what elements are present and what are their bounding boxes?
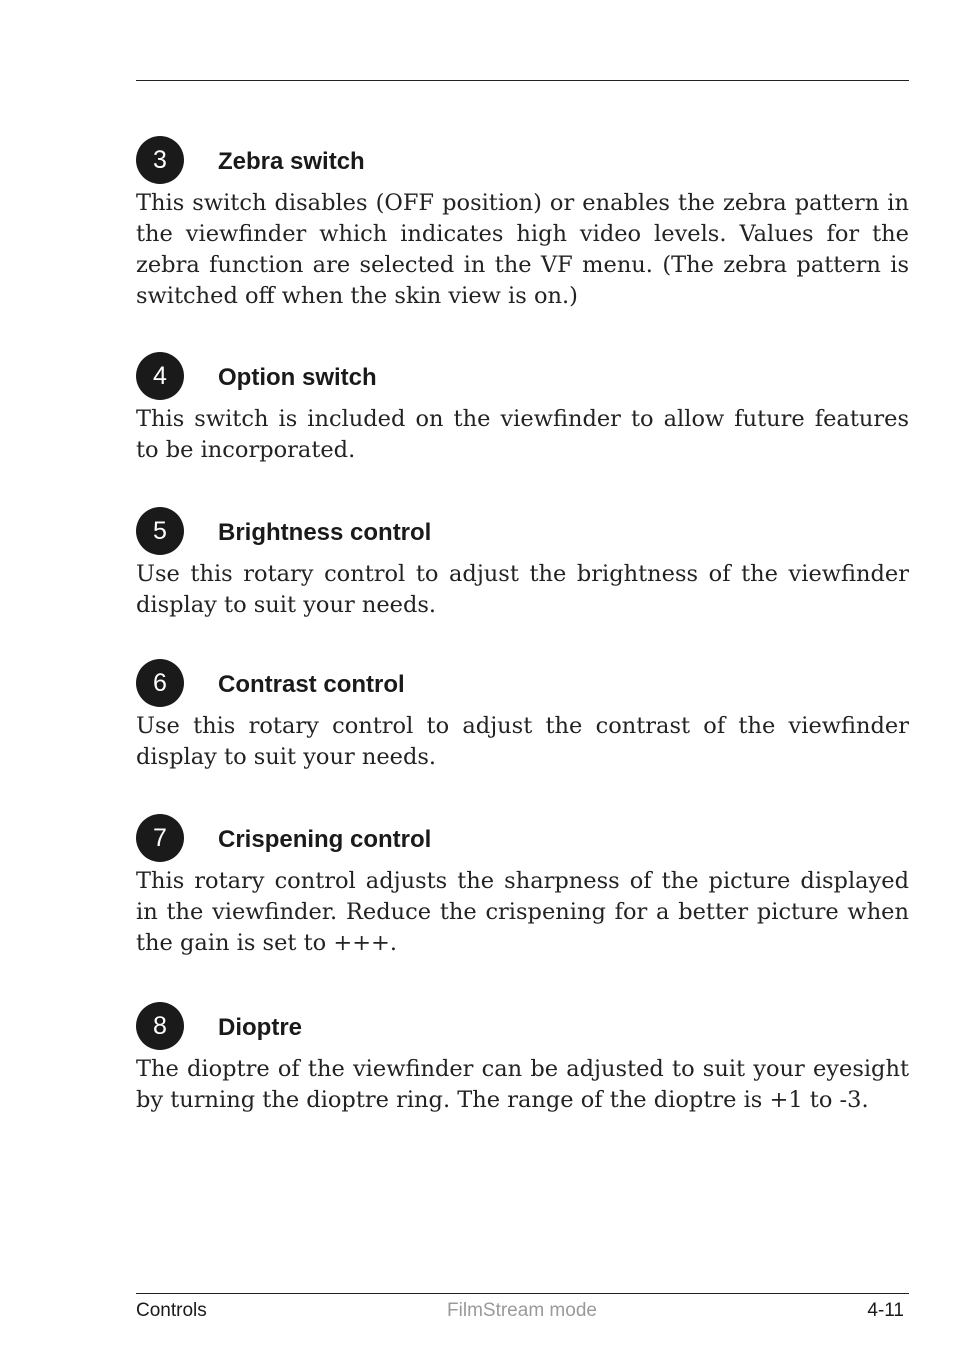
top-rule [136,80,909,81]
section-title: Zebra switch [218,148,365,175]
footer-mode: FilmStream mode [447,1300,597,1321]
section-title: Dioptre [218,1014,302,1041]
page-number: 4-11 [867,1300,904,1321]
section-title: Brightness control [218,519,432,546]
section-body: Use this rotary control to adjust the contrast of the viewfinder display to suit your needs. [136,713,909,770]
section-body: This switch disables (OFF position) or enables the zebra pattern in the viewfinder which indicates high video levels. Values for the zebra function are selected in the VF menu. (The zebra pattern is switched off when the skin view is on.) [136,190,909,309]
number-badge: 8 [136,1002,184,1050]
number-badge: 3 [136,136,184,184]
footer-chapter: Controls [136,1300,207,1321]
section-title: Option switch [218,364,377,391]
section-title: Contrast control [218,671,405,698]
number-badge: 4 [136,352,184,400]
number-badge: 6 [136,659,184,707]
section-body: This switch is included on the viewfinder to allow future features to be incorporated. [136,406,909,463]
number-badge: 7 [136,814,184,862]
section-body: Use this rotary control to adjust the brightness of the viewfinder display to suit your needs. [136,561,909,618]
number-badge: 5 [136,507,184,555]
section-body: This rotary control adjusts the sharpness of the picture displayed in the viewfinder. Reduce the crispening for a better picture when the gain is set to +++. [136,868,909,956]
section-title: Crispening control [218,826,432,853]
section-body: The dioptre of the viewfinder can be adjusted to suit your eyesight by turning the dioptre ring. The range of the dioptre is +1 to -3. [136,1056,909,1113]
bottom-rule [136,1293,909,1294]
